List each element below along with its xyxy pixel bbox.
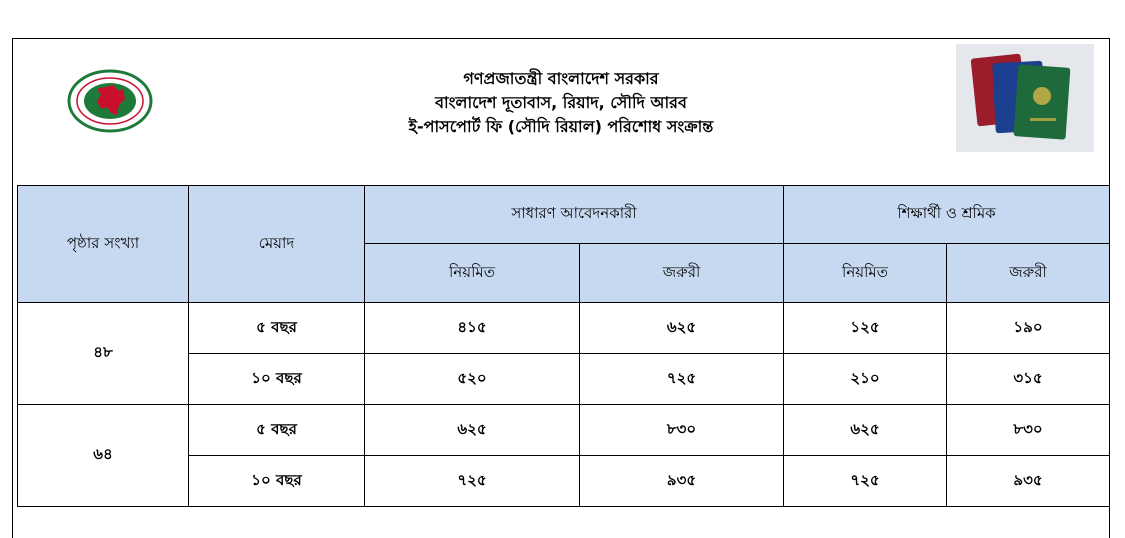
header-line-subject: ই-পাসপোর্ট ফি (সৌদি রিয়াল) পরিশোধ সংক্রান্ত (408, 117, 714, 136)
cell-fee: ৭২৫ (580, 354, 784, 405)
cell-fee: ৬২৫ (580, 303, 784, 354)
cell-fee: ৬২৫ (784, 405, 947, 456)
cell-fee: ৮৩০ (947, 405, 1110, 456)
cell-fee: ২১০ (784, 354, 947, 405)
cell-fee: ৪১৫ (365, 303, 580, 354)
cell-fee: ৮৩০ (580, 405, 784, 456)
cell-validity: ১০ বছর (189, 456, 365, 507)
cell-fee: ৬২৫ (365, 405, 580, 456)
table-row (18, 303, 1110, 354)
header-line-government: গণপ্রজাতন্ত্রী বাংলাদেশ সরকার (463, 69, 659, 88)
cell-fee: ৯৩৫ (947, 456, 1110, 507)
sub-header-regular: নিয়মিত (365, 244, 580, 303)
group-header-general: সাধারণ আবেদনকারী (365, 186, 784, 244)
group-header-students-workers: শিক্ষার্থী ও শ্রমিক (784, 186, 1110, 244)
cell-pages: ৪৮ (18, 303, 189, 405)
document-header (13, 39, 1109, 185)
document-frame (12, 38, 1110, 538)
passport-image (956, 44, 1094, 152)
cell-validity: ১০ বছর (189, 354, 365, 405)
sub-header-regular: নিয়মিত (784, 244, 947, 303)
cell-fee: ৭২৫ (784, 456, 947, 507)
col-header-validity: মেয়াদ (189, 186, 365, 303)
cell-fee: ১৯০ (947, 303, 1110, 354)
header-line-embassy: বাংলাদেশ দূতাবাস, রিয়াদ, সৌদি আরব (435, 93, 687, 112)
col-header-pages: পৃষ্ঠার সংখ্যা (18, 186, 189, 303)
table-row (18, 405, 1110, 456)
passport-fee-table (17, 185, 1110, 507)
header-titles (13, 67, 1109, 139)
sub-header-urgent: জরুরী (580, 244, 784, 303)
cell-fee: ৩১৫ (947, 354, 1110, 405)
sub-header-urgent: জরুরী (947, 244, 1110, 303)
cell-fee: ৫২০ (365, 354, 580, 405)
cell-fee: ৭২৫ (365, 456, 580, 507)
cell-fee: ১২৫ (784, 303, 947, 354)
cell-fee: ৯৩৫ (580, 456, 784, 507)
cell-pages: ৬৪ (18, 405, 189, 507)
cell-validity: ৫ বছর (189, 303, 365, 354)
cell-validity: ৫ বছর (189, 405, 365, 456)
